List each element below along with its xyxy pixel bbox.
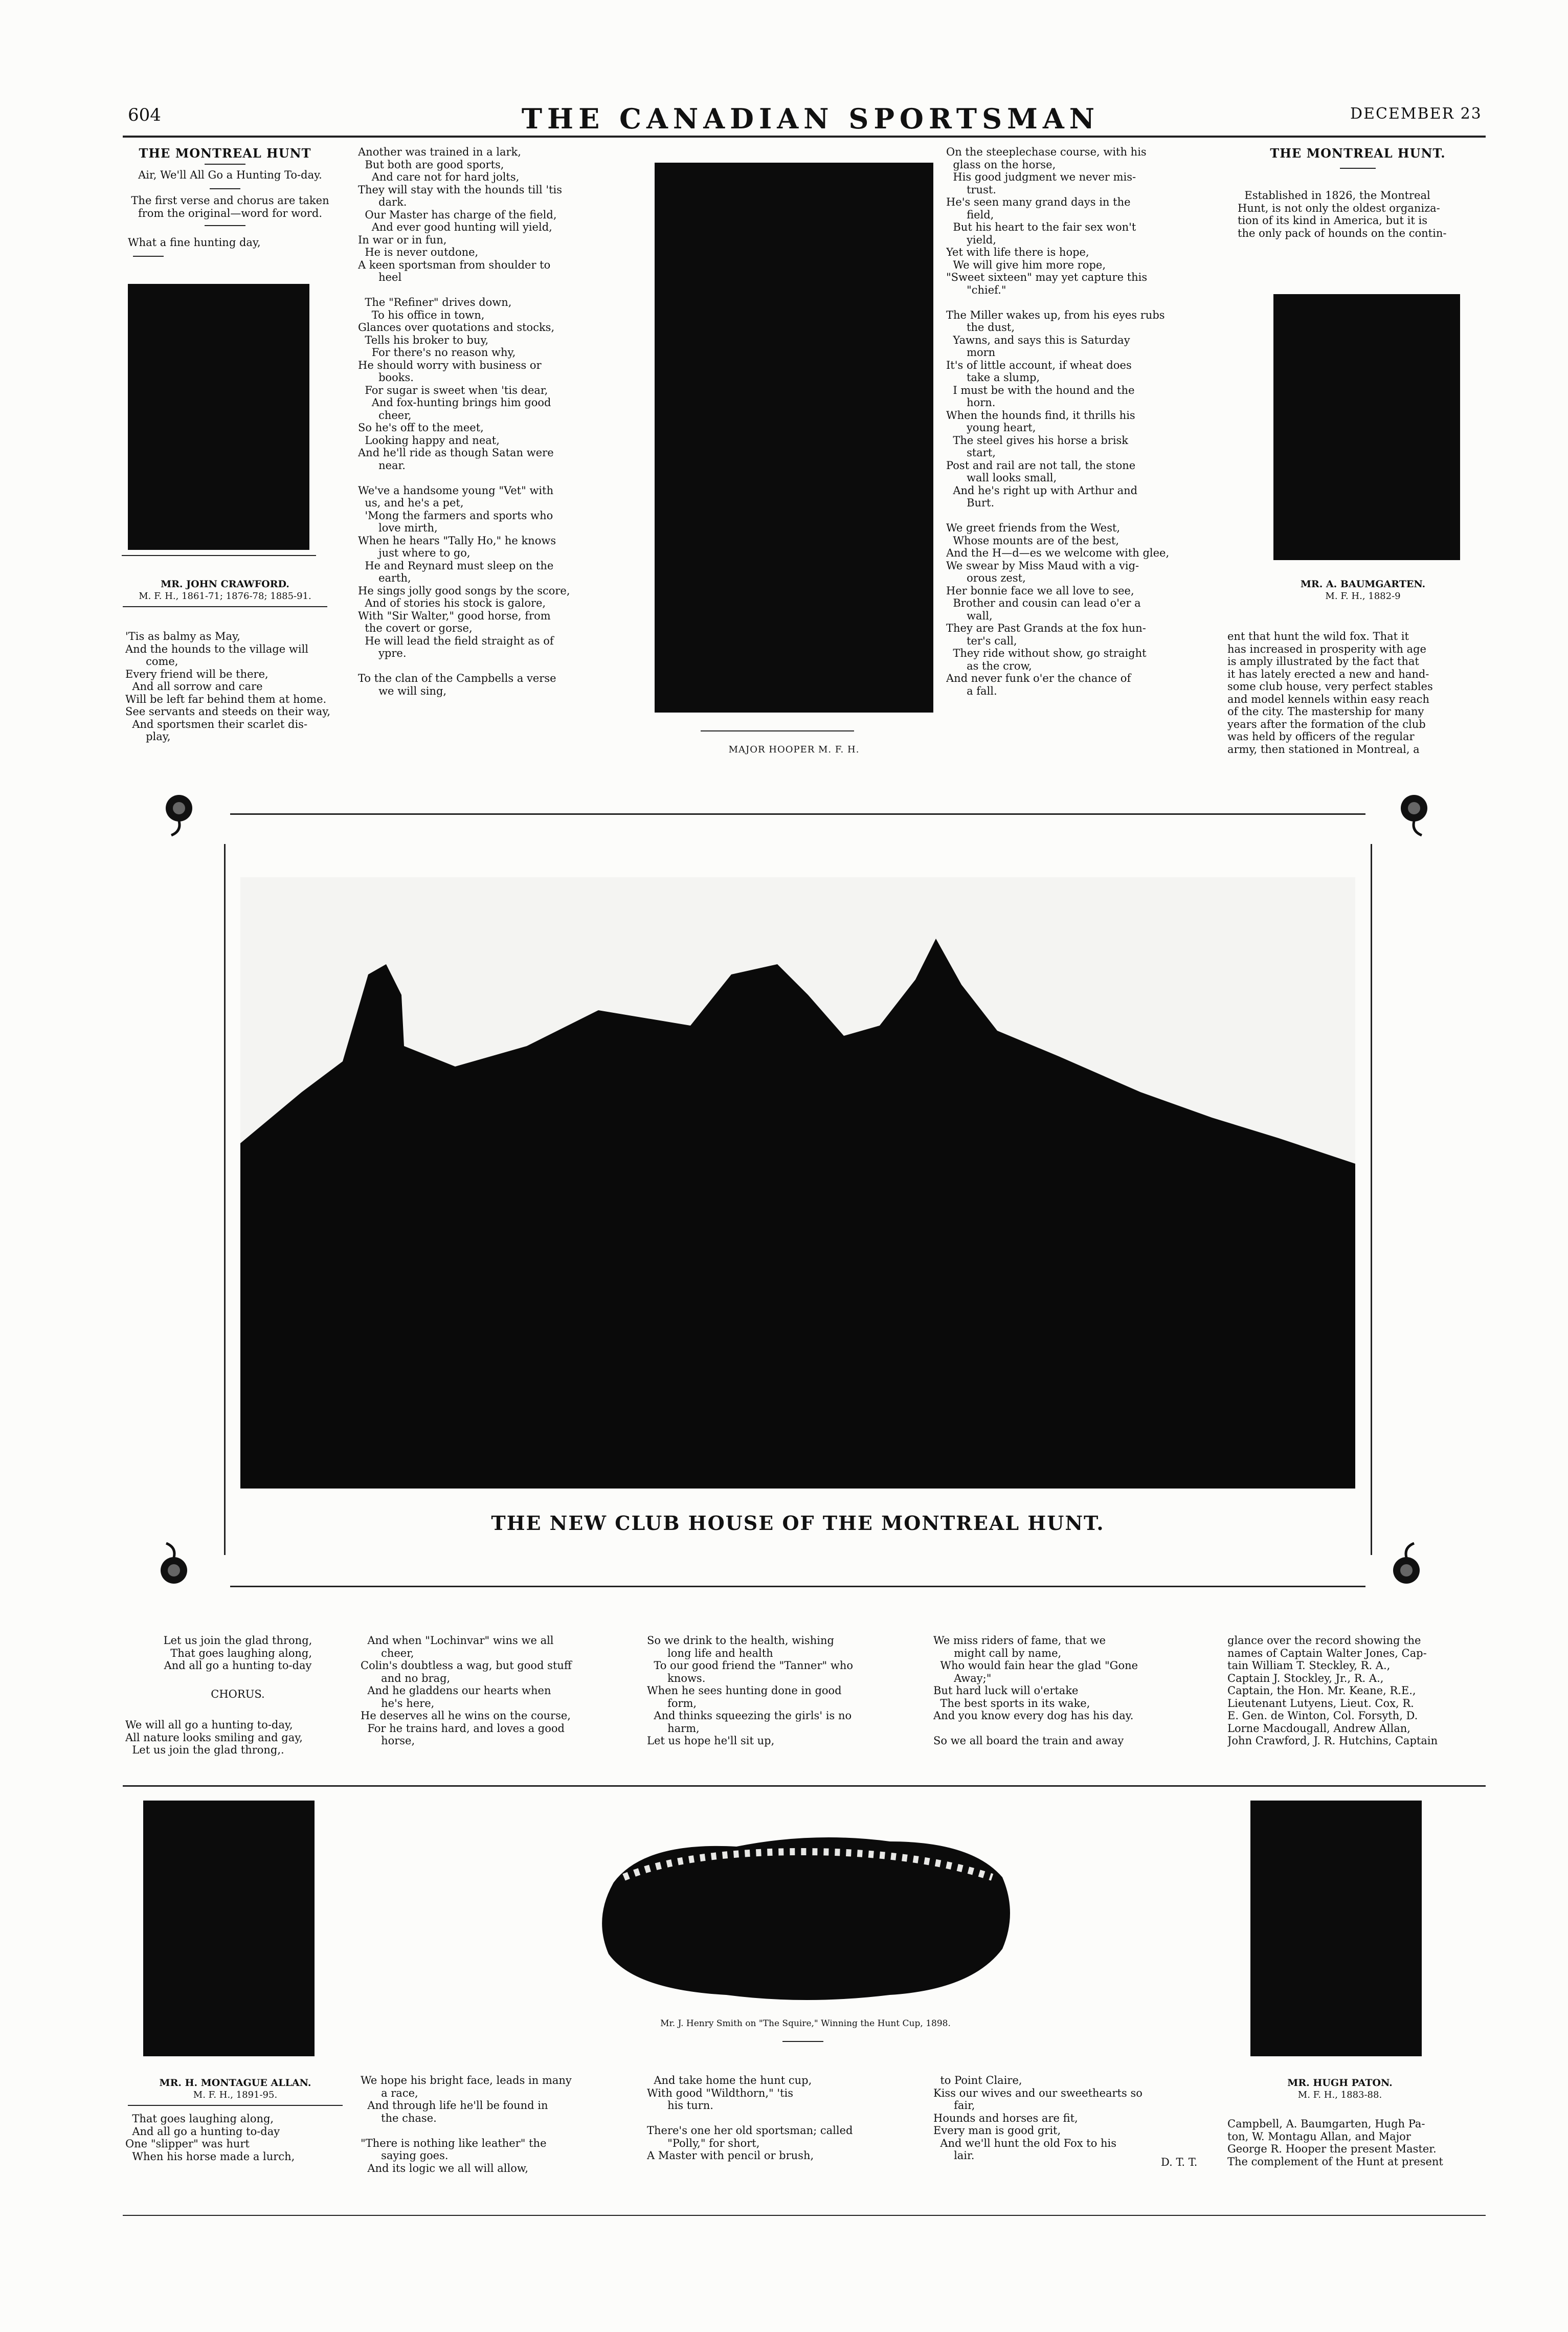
caption-crawford-name: MR. JOHN CRAWFORD. (161, 579, 289, 590)
poem-col4: On the steeplechase course, with his glass on the horse, His good judgment we never mis- trust. He's seen many grand days in the field, But his heart to the fair sex won't yield, Yet with life there is hope, We will give him more rope, "Sweet sixteen" may yet capture this "chief." The Miller wakes up, from his eyes rubs the dust, Yawns, and says this is Saturday morn It's of little account, if wheat does take a slump, I must be with the hound and the horn. When the hounds find, it thrills his young heart, The steel gives his horse a brisk start, Post and rail are not tall, the stone wall looks small, And he's right up with Arthur and Burt. We greet friends from the West, Whose mounts are of the best, And the H—d—es we welcome with glee, We swear by Miss Maud with a vig- orous zest, Her bonnie face we all love to see, Brother and cousin can lead o'er a wall, They are Past Grands at the fox hun- ter's call, They ride without show, go straight as the crow, And never funk o'er the chance of a fall. (946, 146, 1170, 697)
portrait-hooper (655, 163, 933, 713)
poem-bot-col2: We hope his bright face, leads in many a race, And through life he'll be found in the chase. "There is nothing like leather" the saying goes. And its logic we all will allow, (361, 2074, 572, 2174)
poem-bot-col1: That goes laughing along, And all go a hunting to-day One "slipper" was hurt When his horse made a lurch, (125, 2113, 295, 2163)
history-text-bottom: Campbell, A. Baumgarten, Hugh Pa- ton, W. Montagu Allan, and Major George R. Hooper the present Master. The complement of the Hunt at present (1227, 2118, 1443, 2168)
caption-allan-years: M. F. H., 1891-95. (193, 2090, 278, 2100)
history-text-top: Established in 1826, the Montreal Hunt, is not only the oldest organiza- tion of its kind in America, but it is the only pack of hounds on the contin- (1238, 189, 1447, 239)
page-number: 604 (128, 105, 161, 125)
chorus-heading: CHORUS. (211, 1688, 265, 1700)
clubhouse-caption: THE NEW CLUB HOUSE OF THE MONTREAL HUNT. (491, 1512, 1105, 1535)
poem-title: THE MONTREAL HUNT (139, 146, 311, 161)
poem-intro: The first verse and chorus are taken from the original—word for word. (131, 194, 329, 219)
caption-paton-name: MR. HUGH PATON. (1287, 2077, 1393, 2089)
caption-baumgarten-years: M. F. H., 1882-9 (1325, 591, 1401, 602)
history-title: THE MONTREAL HUNT. (1270, 146, 1446, 161)
portrait-baumgarten (1273, 294, 1460, 560)
issue-date: DECEMBER 23 (1350, 105, 1482, 123)
poem-mid-col3: So we drink to the health, wishing long life and health To our good friend the "Tanner" who knows. When he sees hunting done in good form, And thinks squeezing the girls' is no harm, Let us hope he'll sit up, (647, 1634, 853, 1747)
rose-ornament-bottom-right-icon (1381, 1542, 1427, 1588)
history-text-mid: ent that hunt the wild fox. That it has increased in prosperity with age is amply illustrated by the fact that it has lately erected a new and hand- some club house, very perfect stables and model kennels within easy reach of the city. The mastership for many years after the formation of the club was held by officers of the regular army, then stationed in Montreal, a (1227, 630, 1433, 756)
caption-crawford-years: M. F. H., 1861-71; 1876-78; 1885-91. (139, 591, 311, 602)
clubhouse-photo (240, 877, 1355, 1489)
poem-mid-col2: And when "Lochinvar" wins we all cheer, Colin's doubtless a wag, but good stuff and no brag, And he gladdens our hearts when he's here, He deserves all he wins on the course, For he trains hard, and loves a good horse, (361, 1634, 572, 1747)
rose-ornament-bottom-left-icon (153, 1542, 199, 1588)
portrait-allan (143, 1801, 315, 2056)
caption-baumgarten-name: MR. A. BAUMGARTEN. (1300, 579, 1426, 590)
portrait-crawford (128, 284, 309, 550)
caption-paton-years: M. F. H., 1883-88. (1297, 2090, 1382, 2100)
caption-smith: Mr. J. Henry Smith on "The Squire," Winning the Hunt Cup, 1898. (660, 2018, 951, 2029)
caption-allan-name: MR. H. MONTAGUE ALLAN. (159, 2077, 311, 2089)
poem-bot-col4: to Point Claire, Kiss our wives and our sweethearts so fair, Hounds and horses are fit, Every man is good grit, And we'll hunt the old Fox to his lair. (933, 2074, 1143, 2162)
masthead: THE CANADIAN SPORTSMAN (521, 102, 1100, 135)
masthead-rule (123, 136, 1486, 138)
photo-hunt-cup (583, 1821, 1028, 2010)
poem-col1-bottom: 'Tis as balmy as May, And the hounds to the village will come, Every friend will be there, And all sorrow and care Will be left far behind them at home. See servants and steeds on their way, And sportsmen their scarlet dis- play, (125, 630, 330, 743)
poem-col2: Another was trained in a lark, But both are good sports, And care not for hard jolts, They will stay with the hounds till 'tis dark. Our Master has charge of the field, And ever good hunting will yield, In war or in fun, He is never outdone, A keen sportsman from shoulder to heel The "Refiner" drives down, To his office in town, Glances over quotations and stocks, Tells his broker to buy, For there's no reason why, He should worry with business or books. For sugar is sweet when 'tis dear, And fox-hunting brings him good cheer, So he's off to the meet, Looking happy and neat, And he'll ride as though Satan were near. We've a handsome young "Vet" with us, and he's a pet, 'Mong the farmers and sports who love mirth, When he hears "Tally Ho," he knows just where to go, He and Reynard must sleep on the earth, He sings jolly good songs by the score, And of stories his stock is galore, With "Sir Walter," good horse, from the covert or gorse, He will lead the field straight as of ypre. To the clan of the Campbells a verse we will sing, (358, 146, 570, 697)
page-bottom-rule (123, 2215, 1486, 2216)
caption-hooper: MAJOR HOOPER M. F. H. (728, 744, 860, 755)
rose-ornament-top-left-icon (161, 790, 207, 836)
poem-mid-col1: Let us join the glad throng, That goes laughing along, And all go a hunting to-day (163, 1634, 312, 1672)
poem-air: Air, We'll All Go a Hunting To-day. (138, 169, 322, 181)
poem-first-line: What a fine hunting day, (128, 236, 261, 249)
portrait-paton (1250, 1801, 1422, 2056)
poem-signature: D. T. T. (1161, 2156, 1198, 2168)
band-rule (123, 1785, 1486, 1787)
history-text-mid2: glance over the record showing the names of Captain Walter Jones, Cap- tain William T. Steckley, R. A., Captain J. Stockley, Jr., R. A., Captain, the Hon. Mr. Keane, R.E., Lieutenant Lutyens, Lieut. Cox, R. E. Gen. de Winton, Col. Forsyth, D. Lorne Macdougall, Andrew Allan, John Crawford, J. R. Hutchins, Captain (1227, 1634, 1438, 1747)
poem-mid-col4: We miss riders of fame, that we might call by name, Who would fain hear the glad "Gone Away;" But hard luck will o'ertake The best sports in its wake, And you know every dog has his day. So we all board the train and away (933, 1634, 1138, 1747)
poem-bot-col3: And take home the hunt cup, With good "Wildthorn," 'tis his turn. There's one her old sportsman; called "Polly," for short, A Master with pencil or brush, (647, 2074, 853, 2162)
poem-chorus: We will all go a hunting to-day, All nature looks smiling and gay, Let us join the glad throng,. (125, 1719, 303, 1756)
rose-ornament-top-right-icon (1386, 790, 1432, 836)
